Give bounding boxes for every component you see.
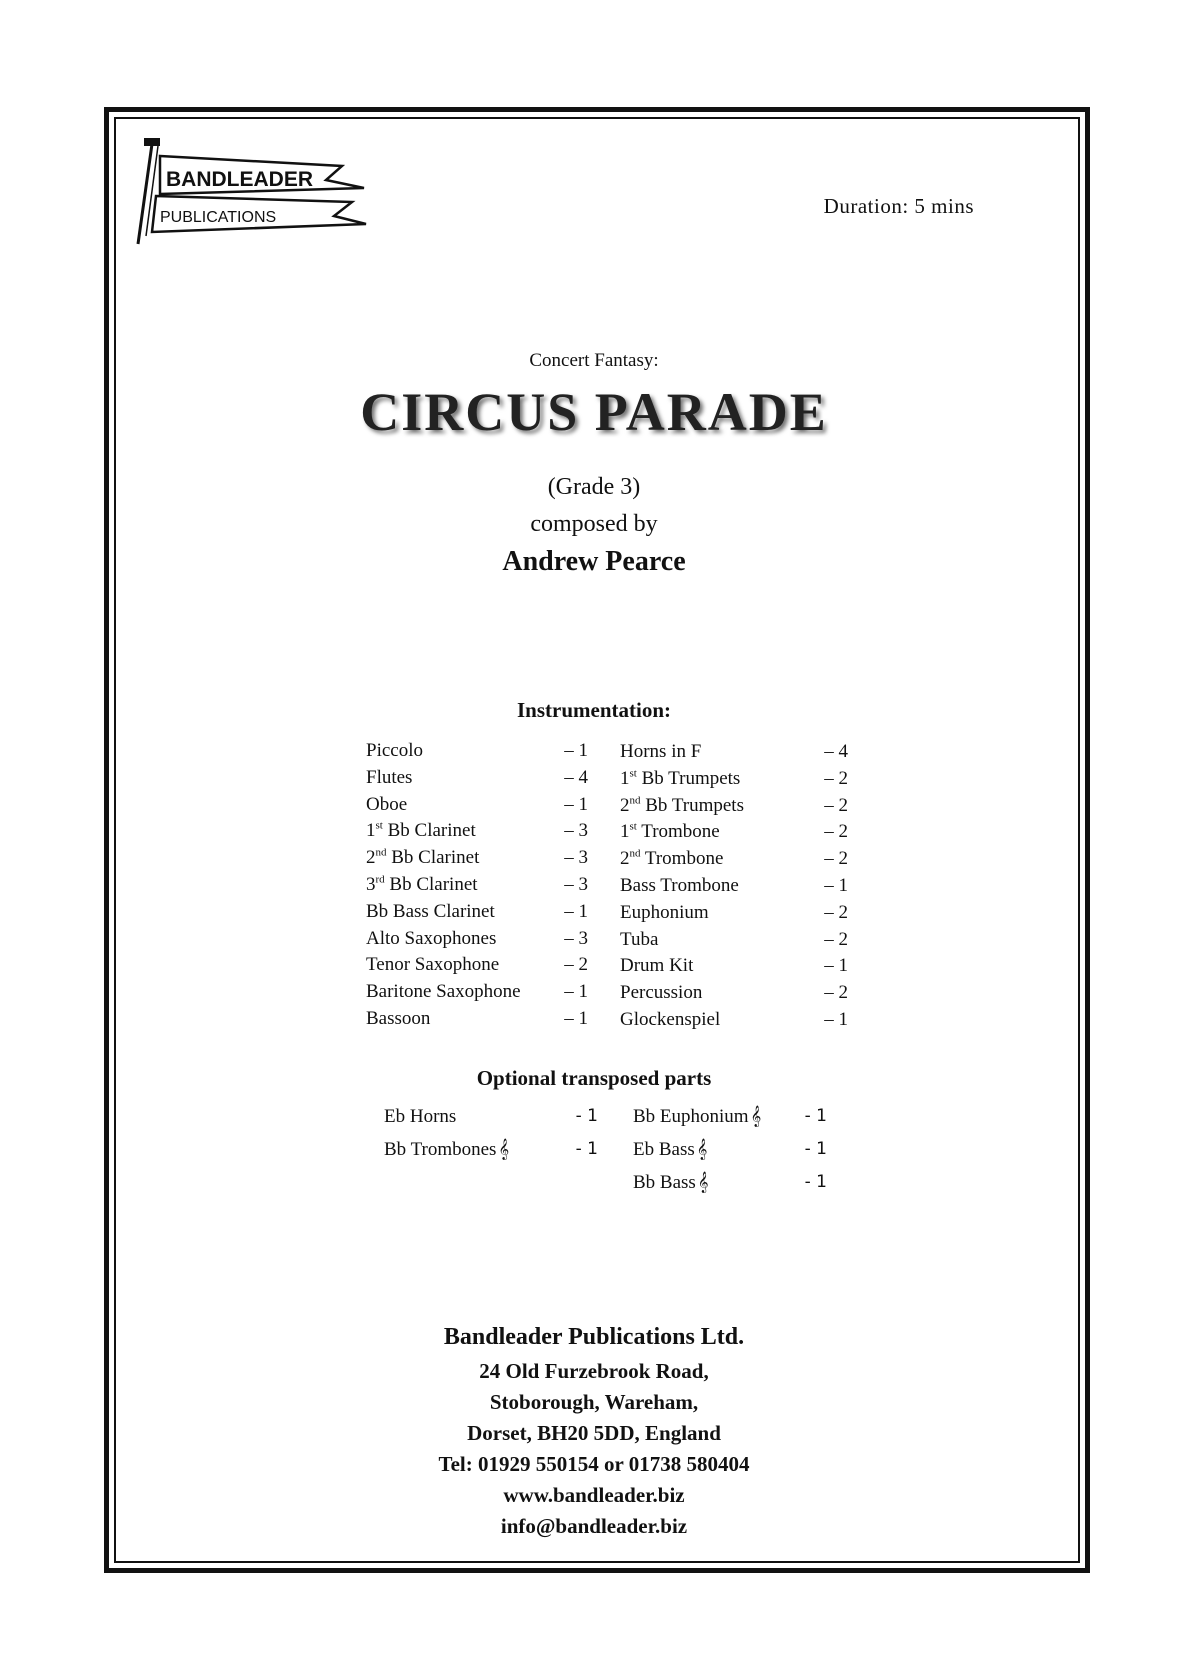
instrument-ordinal-suffix: st xyxy=(375,820,383,833)
instrument-count: – 2 xyxy=(824,901,848,923)
instrument-ordinal: 1 xyxy=(620,767,630,789)
optional-part-row xyxy=(633,1133,827,1166)
instrument-name xyxy=(620,793,744,820)
treble-clef-icon: 𝄞 xyxy=(498,1139,510,1159)
instrument-name xyxy=(366,1006,430,1033)
instrument-label: Percussion xyxy=(620,982,703,1004)
instrument-row xyxy=(620,900,848,927)
instrument-count: – 2 xyxy=(824,794,848,816)
instrument-count: – 3 xyxy=(564,820,588,842)
instrument-row xyxy=(620,953,848,980)
instrument-label: Alto Saxophones xyxy=(366,927,497,949)
instrument-label: Bb Clarinet xyxy=(382,820,476,842)
instrument-label: Flutes xyxy=(366,766,413,788)
treble-clef-icon: 𝄞 xyxy=(750,1106,762,1126)
instrument-ordinal: 2 xyxy=(620,794,630,816)
instrument-row xyxy=(620,793,848,820)
instrument-row xyxy=(366,872,588,899)
instrument-row xyxy=(366,979,588,1006)
instrument-row xyxy=(366,845,588,872)
svg-text:BANDLEADER: BANDLEADER xyxy=(166,168,313,191)
instrument-label: Oboe xyxy=(366,793,408,815)
instrument-label: Tenor Saxophone xyxy=(366,954,500,976)
instrument-count: – 2 xyxy=(824,848,848,870)
optional-part-label: Bb Trombones xyxy=(384,1139,497,1160)
instrument-label: Piccolo xyxy=(366,740,423,761)
instrument-row xyxy=(620,927,848,954)
optional-part-row xyxy=(633,1100,827,1133)
instrument-ordinal-suffix: st xyxy=(629,767,637,780)
instrument-name xyxy=(620,846,723,873)
optional-part-name xyxy=(384,1133,509,1166)
instrument-ordinal: 3 xyxy=(366,873,376,895)
instrument-row xyxy=(366,792,588,819)
instrument-ordinal-suffix: nd xyxy=(375,846,387,859)
instrument-count: – 1 xyxy=(564,900,588,922)
optional-part-count: - 1 xyxy=(575,1106,598,1126)
instrument-count: – 2 xyxy=(824,767,848,789)
instrument-count: – 1 xyxy=(564,793,588,815)
instrument-name xyxy=(620,873,739,900)
instrument-name xyxy=(620,739,701,766)
instrument-label: Bb Clarinet xyxy=(386,847,480,869)
instrument-label: Bass Trombone xyxy=(620,874,739,896)
instrument-name xyxy=(366,818,476,845)
instrument-ordinal: 1 xyxy=(366,820,376,842)
optional-part-row xyxy=(633,1166,827,1199)
optional-part-row xyxy=(384,1133,598,1166)
instrument-label: Glockenspiel xyxy=(620,1008,721,1030)
optional-part-label: Eb Horns xyxy=(384,1106,457,1127)
bandleader-logo xyxy=(130,136,380,248)
instrument-name xyxy=(620,927,658,954)
instrument-count: – 2 xyxy=(824,928,848,950)
instrument-row xyxy=(366,738,588,765)
instrument-label: Bb Trumpets xyxy=(640,794,744,816)
instrument-label: Trombone xyxy=(640,848,724,870)
publisher-website[interactable]: www.bandleader.biz xyxy=(503,1483,685,1507)
optional-part-name xyxy=(384,1100,456,1133)
instrument-row xyxy=(366,1006,588,1033)
instrument-label: Baritone Saxophone xyxy=(366,981,521,1003)
instrumentation-heading: Instrumentation: xyxy=(516,698,671,722)
optional-part-count: - 1 xyxy=(575,1139,598,1159)
instrument-name xyxy=(366,845,479,872)
instrument-ordinal: 2 xyxy=(620,848,630,870)
treble-clef-icon: 𝄞 xyxy=(696,1139,708,1159)
instrument-name xyxy=(366,952,499,979)
piece-title: CIRCUS PARADE xyxy=(360,382,828,442)
instrument-ordinal-suffix: nd xyxy=(629,794,641,807)
instrument-row xyxy=(620,819,848,846)
instrument-label: Horns in F xyxy=(620,741,702,762)
treble-clef-icon: 𝄞 xyxy=(697,1172,709,1192)
publisher-email[interactable]: info@bandleader.biz xyxy=(500,1514,688,1538)
instrument-name xyxy=(620,953,693,980)
instrument-count: – 1 xyxy=(824,955,848,977)
instrument-row xyxy=(620,873,848,900)
instrument-count: – 1 xyxy=(824,1008,848,1030)
optional-list-left xyxy=(384,1100,598,1166)
instrument-name xyxy=(366,738,423,765)
instrument-name xyxy=(366,979,521,1006)
instrument-name xyxy=(620,819,720,846)
instrument-name xyxy=(366,765,412,792)
instrument-row xyxy=(366,952,588,979)
instrument-count: – 4 xyxy=(564,766,588,788)
instrument-row xyxy=(620,980,848,1007)
composed-by: composed by xyxy=(530,511,658,537)
instrument-name xyxy=(366,926,496,953)
optional-part-name xyxy=(633,1166,708,1199)
instrument-name xyxy=(620,1007,720,1034)
instrument-count: – 4 xyxy=(824,741,848,762)
optional-parts-heading: Optional transposed parts xyxy=(476,1066,712,1090)
svg-text:PUBLICATIONS: PUBLICATIONS xyxy=(160,209,277,226)
instrument-ordinal: 2 xyxy=(366,847,376,869)
instrument-row xyxy=(366,899,588,926)
optional-part-label: Eb Bass xyxy=(633,1139,695,1160)
instrument-count: – 3 xyxy=(564,847,588,869)
instrument-name xyxy=(620,980,702,1007)
publisher-address-1: 24 Old Furzebrook Road, xyxy=(479,1359,709,1383)
optional-part-count: - 1 xyxy=(804,1106,827,1126)
optional-part-label: Bb Euphonium xyxy=(633,1106,749,1127)
instrument-row xyxy=(366,765,588,792)
instrument-ordinal-suffix: rd xyxy=(375,873,385,886)
instrument-count: – 1 xyxy=(564,981,588,1003)
instrument-label: Trombone xyxy=(636,821,720,843)
optional-part-row xyxy=(384,1100,598,1133)
instrument-name xyxy=(620,766,740,793)
instrument-label: Bb Clarinet xyxy=(384,873,478,895)
instrument-count: – 1 xyxy=(564,1007,588,1029)
instrument-count: – 2 xyxy=(824,982,848,1004)
optional-part-label: Bb Bass xyxy=(633,1172,696,1193)
instrument-name xyxy=(366,872,478,899)
instrument-row xyxy=(366,818,588,845)
instrument-label: Bb Trumpets xyxy=(636,767,741,789)
instrument-name xyxy=(366,792,407,819)
instrument-row xyxy=(620,1007,848,1034)
publisher-name: Bandleader Publications Ltd. xyxy=(443,1324,745,1350)
instrument-name xyxy=(620,900,709,927)
optional-part-name xyxy=(633,1100,761,1133)
publisher-telephone: Tel: 01929 550154 or 01738 580404 xyxy=(438,1452,750,1476)
instrument-list-left xyxy=(366,738,588,1033)
instrument-count: – 1 xyxy=(824,874,848,896)
instrument-label: Bb Bass Clarinet xyxy=(366,900,495,922)
instrument-name xyxy=(366,899,495,926)
instrument-row xyxy=(620,739,848,766)
instrument-label: Bassoon xyxy=(366,1007,431,1029)
instrument-count: – 1 xyxy=(564,740,588,761)
optional-part-count: - 1 xyxy=(804,1139,827,1159)
publisher-address-2: Stoborough, Wareham, xyxy=(489,1390,699,1414)
optional-part-name xyxy=(633,1133,707,1166)
instrument-label: Drum Kit xyxy=(620,955,694,977)
instrument-label: Tuba xyxy=(620,928,659,950)
instrument-ordinal-suffix: nd xyxy=(629,847,641,860)
optional-part-count: - 1 xyxy=(804,1172,827,1192)
grade: (Grade 3) xyxy=(547,474,641,500)
instrument-count: – 2 xyxy=(564,954,588,976)
publisher-address-3: Dorset, BH20 5DD, England xyxy=(467,1421,721,1445)
instrument-count: – 3 xyxy=(564,873,588,895)
duration: Duration: 5 mins xyxy=(823,194,974,218)
optional-list-right xyxy=(633,1100,827,1199)
instrument-ordinal: 1 xyxy=(620,821,630,843)
instrument-ordinal-suffix: st xyxy=(629,821,637,834)
instrument-row xyxy=(620,766,848,793)
instrument-count: – 2 xyxy=(824,821,848,843)
composer-name: Andrew Pearce xyxy=(502,546,686,577)
subtitle: Concert Fantasy: xyxy=(529,350,659,371)
instrument-count: – 3 xyxy=(564,927,588,949)
instrument-label: Euphonium xyxy=(620,901,709,923)
instrument-row xyxy=(620,846,848,873)
instrument-row xyxy=(366,926,588,953)
instrument-list-right xyxy=(620,739,848,1034)
